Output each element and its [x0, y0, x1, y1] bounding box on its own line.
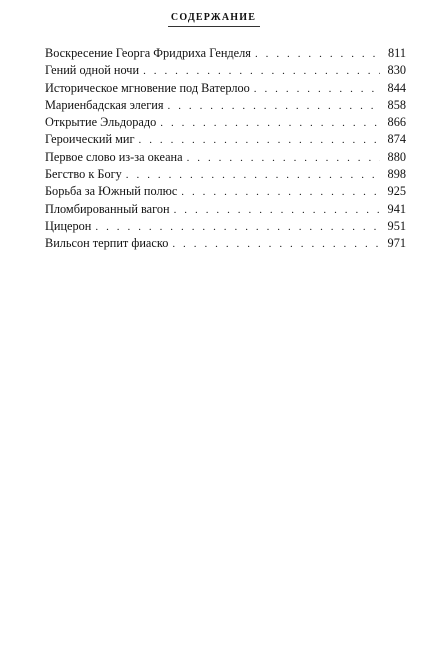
toc-entry-page: 880 — [387, 149, 406, 164]
toc-entry — [45, 62, 406, 79]
toc-entry-title: Историческое мгновение под Ватерлоо — [45, 80, 250, 95]
table-of-contents — [45, 45, 406, 253]
toc-entry-title: Открытие Эльдорадо — [45, 115, 157, 130]
toc-entry-page: 971 — [387, 236, 406, 251]
toc-leader-dots — [174, 202, 380, 219]
toc-entry — [45, 201, 406, 218]
toc-entry — [45, 97, 406, 114]
toc-entry-page: 951 — [387, 218, 406, 233]
toc-entry-title: Первое слово из-за океана — [45, 149, 183, 164]
toc-leader-dots — [254, 81, 380, 98]
toc-entry-title: Вильсон терпит фиаско — [45, 236, 169, 251]
toc-leader-dots — [126, 167, 380, 184]
toc-entry — [45, 131, 406, 148]
toc-entry-page: 866 — [387, 115, 406, 130]
toc-entry — [45, 218, 406, 235]
contents-heading: СОДЕРЖАНИЕ — [170, 12, 257, 23]
toc-entry-page: 811 — [388, 46, 406, 60]
toc-leader-dots — [181, 184, 380, 201]
toc-leader-dots — [255, 46, 380, 63]
toc-entry-title: Воскресение Георга Фридриха Генделя — [45, 46, 251, 60]
toc-entry-title: Борьба за Южный полюс — [45, 184, 178, 199]
toc-entry-page: 874 — [387, 132, 406, 147]
toc-leader-dots — [95, 219, 380, 236]
toc-entry — [45, 45, 406, 62]
toc-entry-title: Пломбированный вагон — [45, 201, 170, 216]
toc-entry-title: Бегство к Богу — [45, 167, 122, 182]
toc-entry-page: 858 — [387, 97, 406, 112]
toc-entry-page: 925 — [387, 184, 406, 199]
toc-entry-page: 898 — [387, 167, 406, 182]
toc-leader-dots — [139, 132, 380, 149]
toc-entry — [45, 149, 406, 166]
toc-entry — [45, 166, 406, 183]
toc-entry-page: 941 — [387, 201, 406, 216]
toc-entry-title: Мариенбадская элегия — [45, 97, 164, 112]
toc-entry-title: Гений одной ночи — [45, 63, 140, 78]
toc-entry — [45, 80, 406, 97]
toc-leader-dots — [160, 115, 380, 132]
toc-leader-dots — [187, 150, 380, 167]
toc-leader-dots — [143, 63, 380, 80]
toc-entry-page: 830 — [387, 63, 406, 78]
toc-entry-title: Героический миг — [45, 132, 135, 147]
toc-entry-page: 844 — [387, 80, 406, 95]
toc-leader-dots — [168, 98, 381, 115]
toc-leader-dots — [172, 236, 380, 253]
toc-entry — [45, 235, 406, 252]
toc-entry-title: Цицерон — [45, 218, 92, 233]
toc-entry — [45, 114, 406, 131]
contents-header — [0, 12, 427, 27]
heading-underline — [168, 26, 260, 27]
toc-entry — [45, 183, 406, 200]
